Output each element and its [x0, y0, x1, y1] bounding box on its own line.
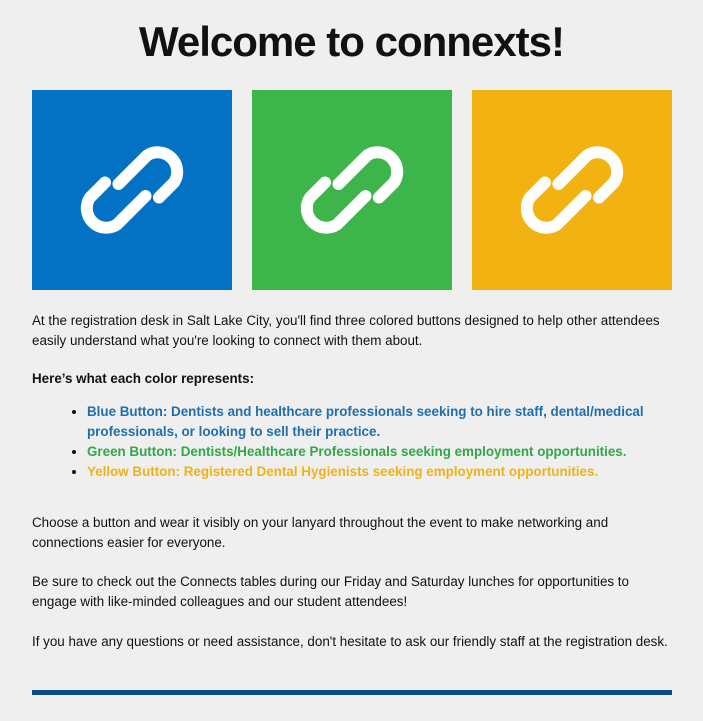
page-title: Welcome to connexts!: [139, 18, 564, 65]
green-tile: [252, 90, 452, 290]
link-icon: [277, 115, 427, 265]
blue-tile: [32, 90, 232, 290]
link-icon: [57, 115, 207, 265]
bottom-divider: [32, 690, 672, 695]
legend-item-yellow: • Yellow Button: Registered Dental Hygienists seeking employment opportunities.: [87, 462, 703, 482]
intro-paragraph: At the registration desk in Salt Lake City, you'll find three colored buttons designed to help other attendees easily understand what you're looking to connect with them about.: [32, 313, 660, 348]
yellow-tile: [472, 90, 672, 290]
color-tiles: [32, 90, 672, 290]
legend-item-blue: • Blue Button: Dentists and healthcare professionals seeking to hire staff, dental/medical professionals, or looking to sell their practice.: [87, 402, 703, 442]
choose-paragraph: Choose a button and wear it visibly on your lanyard throughout the event to make networking and connections easier for everyone.: [32, 515, 609, 550]
tables-paragraph: Be sure to check out the Connects tables during our Friday and Saturday lunches for opportunities to engage with like-minded colleagues and our student attendees!: [32, 574, 629, 609]
questions-paragraph: If you have any questions or need assistance, don't hesitate to ask our friendly staff at the registration desk.: [32, 634, 668, 649]
link-icon: [497, 115, 647, 265]
legend-heading: Here’s what each color represents:: [32, 371, 255, 386]
color-legend-list: [32, 402, 703, 482]
legend-item-green: • Green Button: Dentists/Healthcare Professionals seeking employment opportunities.: [87, 442, 703, 462]
